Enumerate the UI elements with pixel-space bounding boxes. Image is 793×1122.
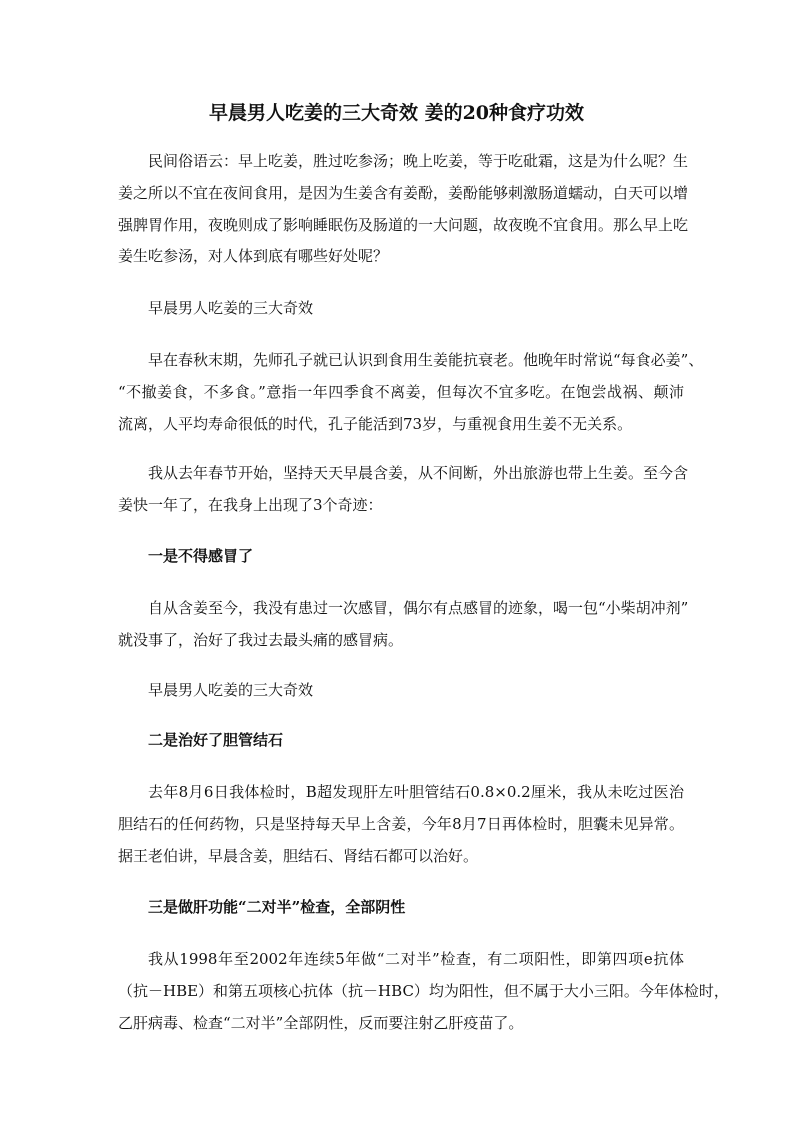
text-line: 强脾胃作用，夜晚则成了影响睡眠伤及肠道的一大问题，故夜晚不宜食用。那么早上吃: [118, 215, 689, 234]
text-line: 就没事了，治好了我过去最头痛的感冒病。: [118, 630, 404, 649]
text-line: 据王老伯讲，早晨含姜，胆结石、肾结石都可以治好。: [118, 846, 479, 865]
text-line: 我从去年春节开始，坚持天天早晨含姜，从不间断，外出旅游也带上生姜。至今含: [148, 464, 689, 482]
text-line: 早在春秋末期，先师孔子就已认识到食用生姜能抗衰老。他晚年时常说“每食必姜”、: [148, 351, 704, 369]
text-line: 乙肝病毒、检查“二对半”全部阴性，反而要注射乙肝疫苗了。: [118, 1013, 524, 1032]
text-line: 自从含姜至今，我没有患过一次感冒，偶尔有点感冒的迹象，喝一包“小柴胡冲剂”: [148, 599, 689, 617]
text-line: 姜生吃参汤，对人体到底有哪些好处呢？: [118, 247, 389, 266]
section-heading: [118, 725, 684, 757]
text-line: （抗－HBE）和第五项核心抗体（抗－HBC）均为阳性，但不属于大小三阳。今年体检时，: [118, 981, 729, 1000]
paragraph: [118, 593, 689, 657]
paragraph: [118, 146, 689, 273]
text-line: 早晨男人吃姜的三大奇效: [148, 681, 314, 699]
paragraph: [118, 777, 684, 872]
text-line: 民间俗语云：早上吃姜，胜过吃参汤；晚上吃姜，等于吃砒霜，这是为什么呢？生: [148, 152, 689, 170]
paragraph: [118, 944, 729, 1039]
section-heading: [118, 541, 684, 573]
text-line: 胆结石的任何药物，只是坚持每天早上含姜，今年8月7日再体检时，胆囊未见异常。: [118, 814, 684, 833]
document-title: 早晨男人吃姜的三大奇效 姜的20种食疗功效: [208, 102, 585, 124]
text-line: “不撤姜食，不多食。”意指一年四季食不离姜，但每次不宜多吃。在饱尝战祸、颠沛: [118, 382, 684, 401]
text-line: 流离，人平均寿命很低的时代，孔子能活到73岁，与重视食用生姜不无关系。: [118, 414, 633, 433]
paragraph: [118, 458, 689, 522]
section-heading: [118, 892, 684, 924]
text-line: 去年8月6日我体检时，B超发现肝左叶胆管结石0.8×0.2厘米，我从未吃过医治: [148, 783, 684, 801]
text-line: 三是做肝功能“二对半”检查，全部阴性: [148, 898, 406, 916]
text-line: 我从1998年至2002年连续5年做“二对半”检查，有二项阳性，即第四项e抗体: [148, 950, 684, 968]
text-line: 二是治好了胆管结石: [148, 731, 284, 749]
text-line: 姜快一年了，在我身上出现了3个奇迹：: [118, 495, 383, 514]
paragraph: [118, 675, 684, 707]
paragraph: [118, 293, 684, 325]
text-line: 姜之所以不宜在夜间食用，是因为生姜含有姜酚，姜酚能够刺激肠道蠕动，白天可以增: [118, 183, 689, 202]
text-line: 一是不得感冒了: [148, 547, 254, 565]
text-line: 早晨男人吃姜的三大奇效: [148, 299, 314, 317]
paragraph: [118, 345, 704, 440]
